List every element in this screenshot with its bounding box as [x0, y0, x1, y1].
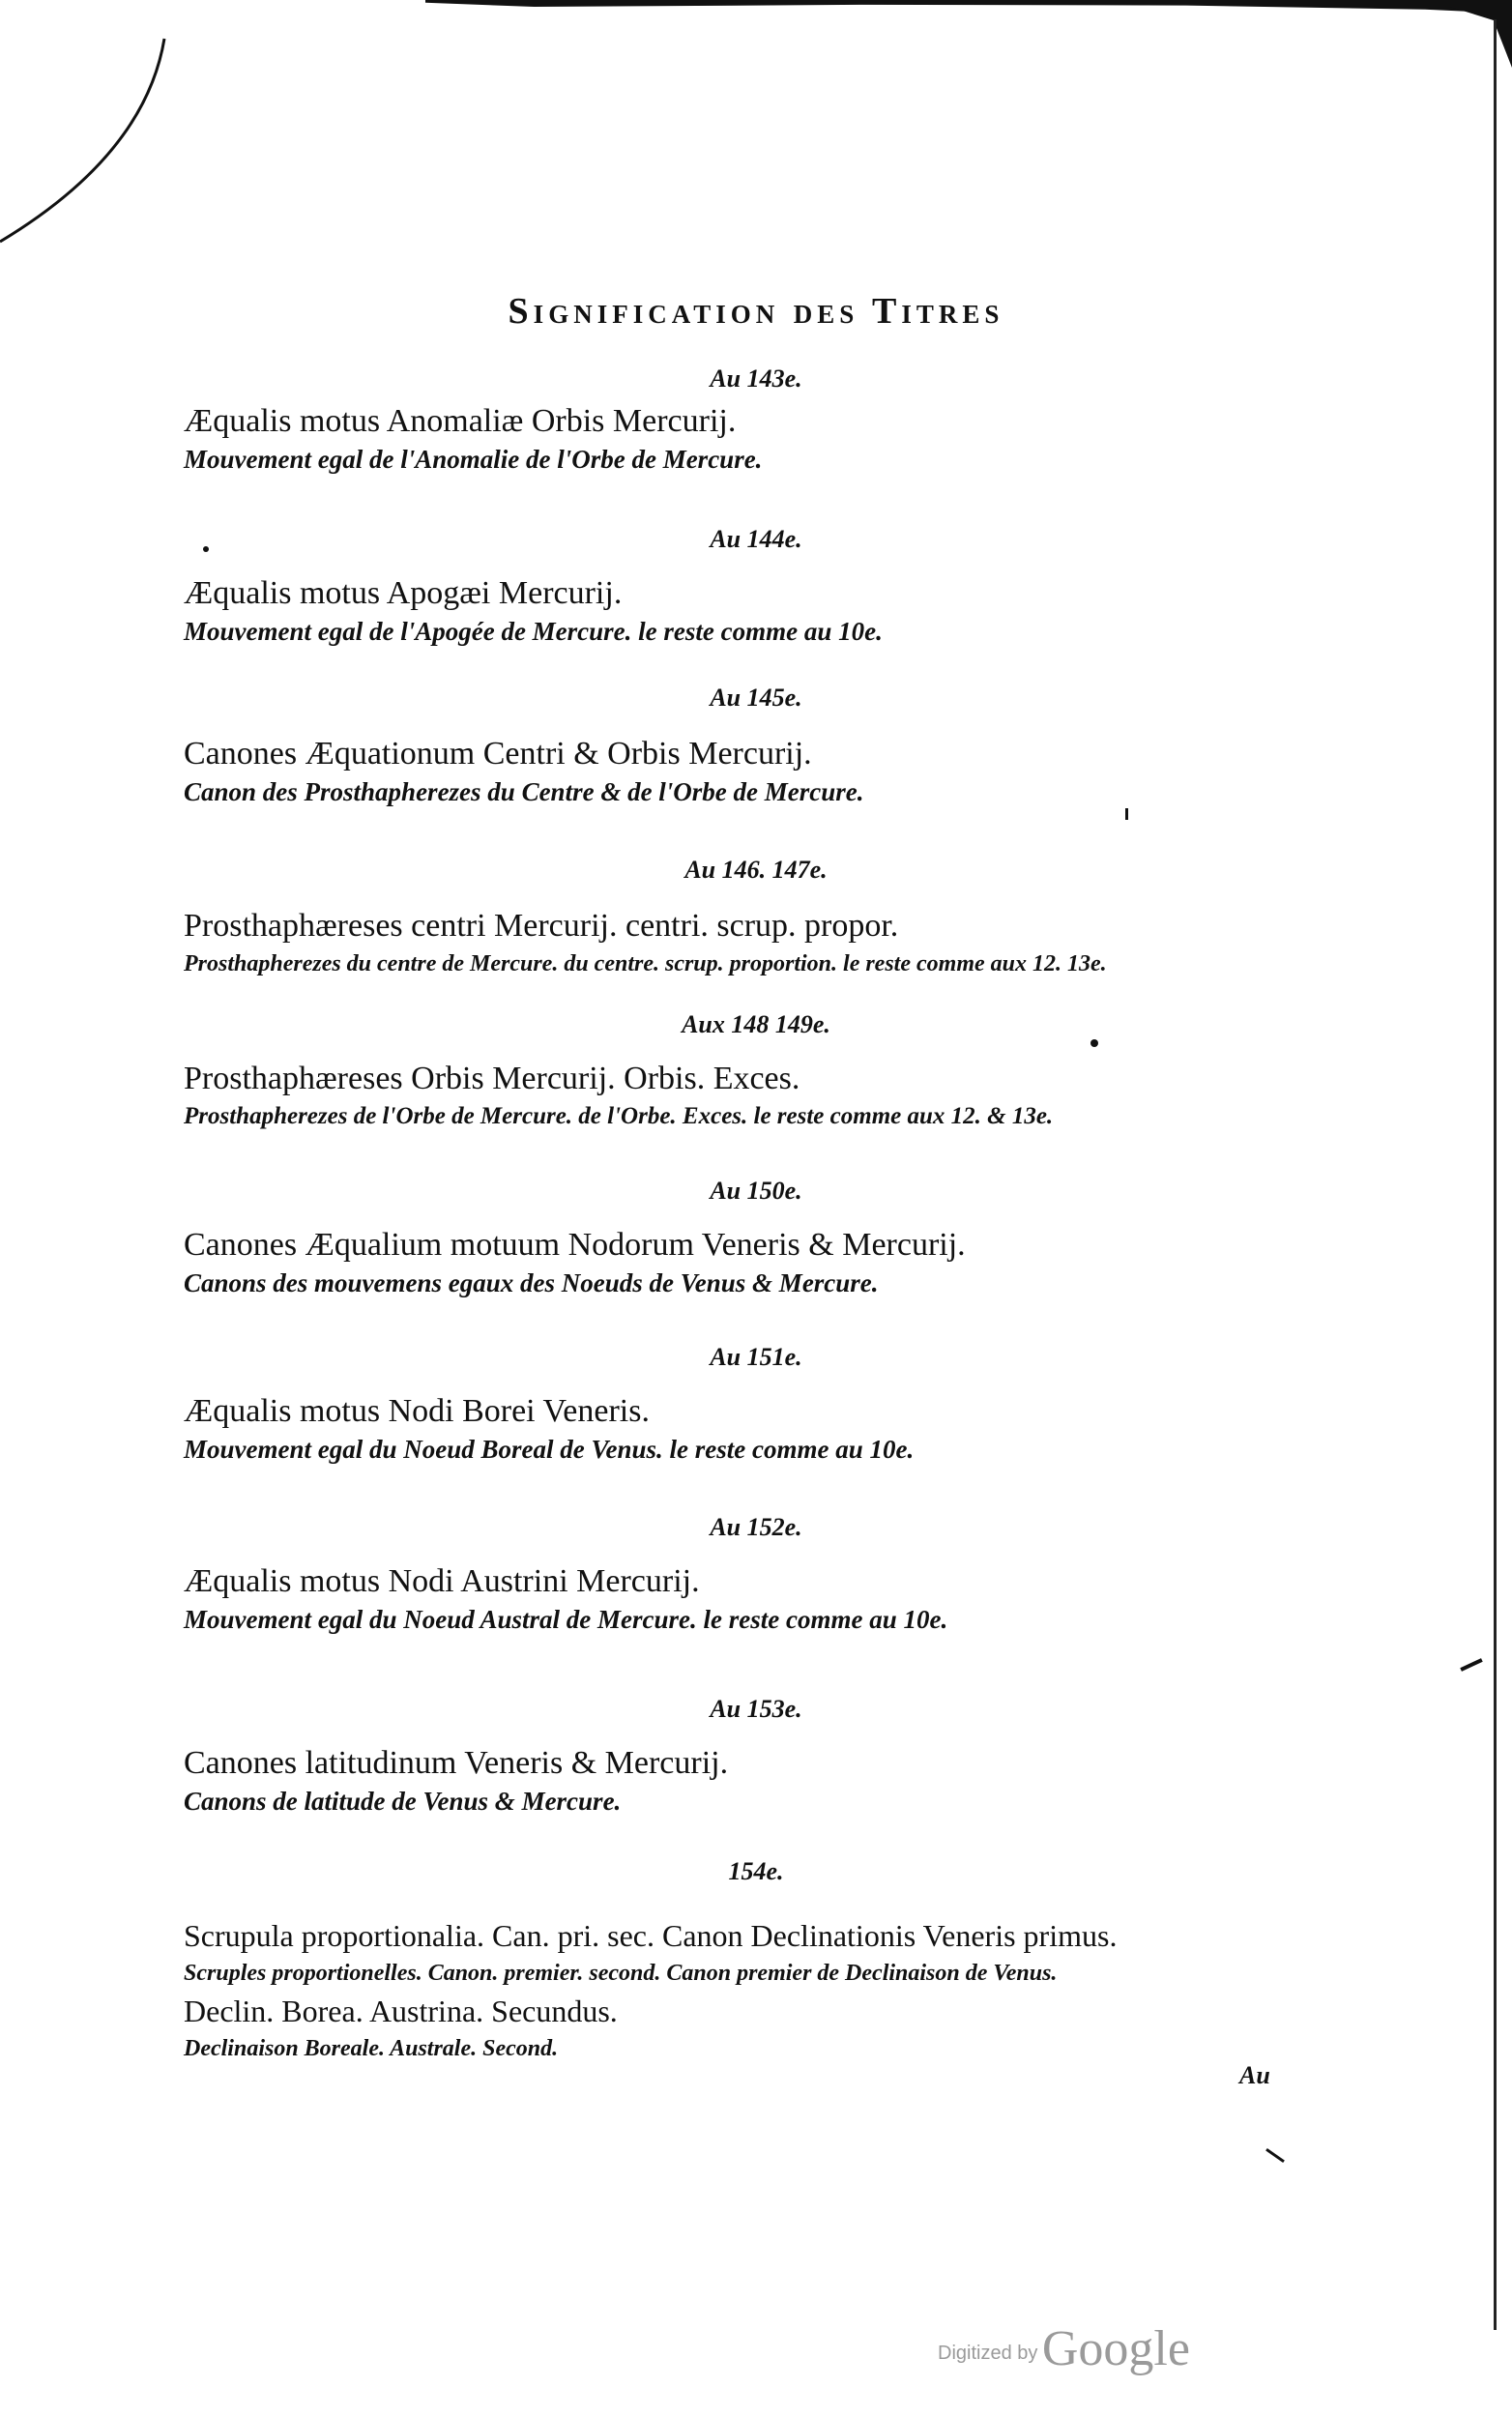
digitization-watermark — [938, 2320, 1190, 2377]
scan-top-edge — [425, 0, 1512, 14]
french-translation: Mouvement egal de l'Anomalie de l'Orbe de Mercure. — [184, 445, 763, 474]
latin-title: Canones Æquationum Centri & Orbis Mercurij. — [184, 736, 812, 772]
page-title: Signification des Titres — [508, 291, 1004, 332]
ink-speck — [1460, 1658, 1482, 1672]
latin-title: Canones Æqualium motuum Nodorum Veneris & Mercurij. — [184, 1227, 966, 1263]
latin-title: Æqualis motus Anomaliæ Orbis Mercurij. — [184, 403, 737, 439]
section-heading: Au 152e. — [710, 1513, 802, 1541]
french-translation: Mouvement egal du Noeud Austral de Mercure. le reste comme au 10e. — [184, 1605, 948, 1634]
latin-title-continued: Declin. Borea. Austrina. Secundus. — [184, 1994, 618, 2028]
latin-title: Æqualis motus Apogæi Mercurij. — [184, 575, 623, 611]
ink-speck — [1125, 808, 1128, 820]
watermark-prefix: Digitized by — [938, 2343, 1038, 2364]
section-150 — [184, 1170, 1295, 1299]
section-143 — [184, 358, 1295, 476]
latin-title: Æqualis motus Nodi Borei Veneris. — [184, 1393, 650, 1429]
section-heading: Aux 148 149e. — [682, 1010, 830, 1038]
french-translation: Canon des Prosthapherezes du Centre & de l'Orbe de Mercure. — [184, 777, 864, 806]
french-translation: Prosthapherezes du centre de Mercure. du centre. scrup. proportion. le reste comme aux 12. 13e. — [184, 951, 1107, 976]
section-151 — [184, 1336, 1295, 1466]
section-154 — [184, 1850, 1295, 2065]
latin-title: Prosthaphæreses centri Mercurij. centri. scrup. propor. — [184, 908, 899, 944]
section-146-147 — [184, 849, 1295, 980]
latin-title: Prosthaphæreses Orbis Mercurij. Orbis. Exces. — [184, 1061, 800, 1096]
section-heading: Au 145e. — [710, 684, 802, 712]
ink-speck — [1265, 2148, 1285, 2163]
section-heading: Au 150e. — [710, 1177, 802, 1205]
catchword: Au — [1239, 2061, 1270, 2089]
scan-corner-curve — [0, 19, 193, 251]
french-translation: Canons des mouvemens egaux des Noeuds de Venus & Mercure. — [184, 1268, 879, 1297]
section-heading: Au 143e. — [710, 364, 802, 393]
section-148-149 — [184, 1004, 1295, 1133]
section-heading: Au 144e. — [710, 525, 802, 553]
section-144 — [184, 518, 1295, 648]
latin-title: Canones latitudinum Veneris & Mercurij. — [184, 1745, 729, 1781]
french-translation: Prosthapherezes de l'Orbe de Mercure. de l'Orbe. Exces. le reste comme aux 12. & 13e. — [184, 1103, 1054, 1129]
section-153 — [184, 1688, 1295, 1818]
french-translation: Canons de latitude de Venus & Mercure. — [184, 1787, 622, 1816]
french-translation: Mouvement egal de l'Apogée de Mercure. le reste comme au 10e. — [184, 617, 883, 646]
french-translation-continued: Declinaison Boreale. Australe. Second. — [184, 2036, 559, 2061]
section-heading: Au 153e. — [710, 1695, 802, 1723]
latin-title: Scrupula proportionalia. Can. pri. sec. Canon Declinationis Veneris primus. — [184, 1918, 1118, 1953]
french-translation: Mouvement egal du Noeud Boreal de Venus. le reste comme au 10e. — [184, 1435, 915, 1464]
section-heading: Au 151e. — [710, 1343, 802, 1371]
section-145 — [184, 677, 1295, 808]
google-logo: Google — [1041, 2321, 1190, 2376]
section-heading: Au 146. 147e. — [684, 856, 828, 884]
latin-title: Æqualis motus Nodi Austrini Mercurij. — [184, 1563, 700, 1599]
french-translation: Scruples proportionelles. Canon. premier. second. Canon premier de Declinaison de Venus. — [184, 1961, 1058, 1986]
section-152 — [184, 1506, 1295, 1636]
section-heading: 154e. — [728, 1857, 784, 1885]
